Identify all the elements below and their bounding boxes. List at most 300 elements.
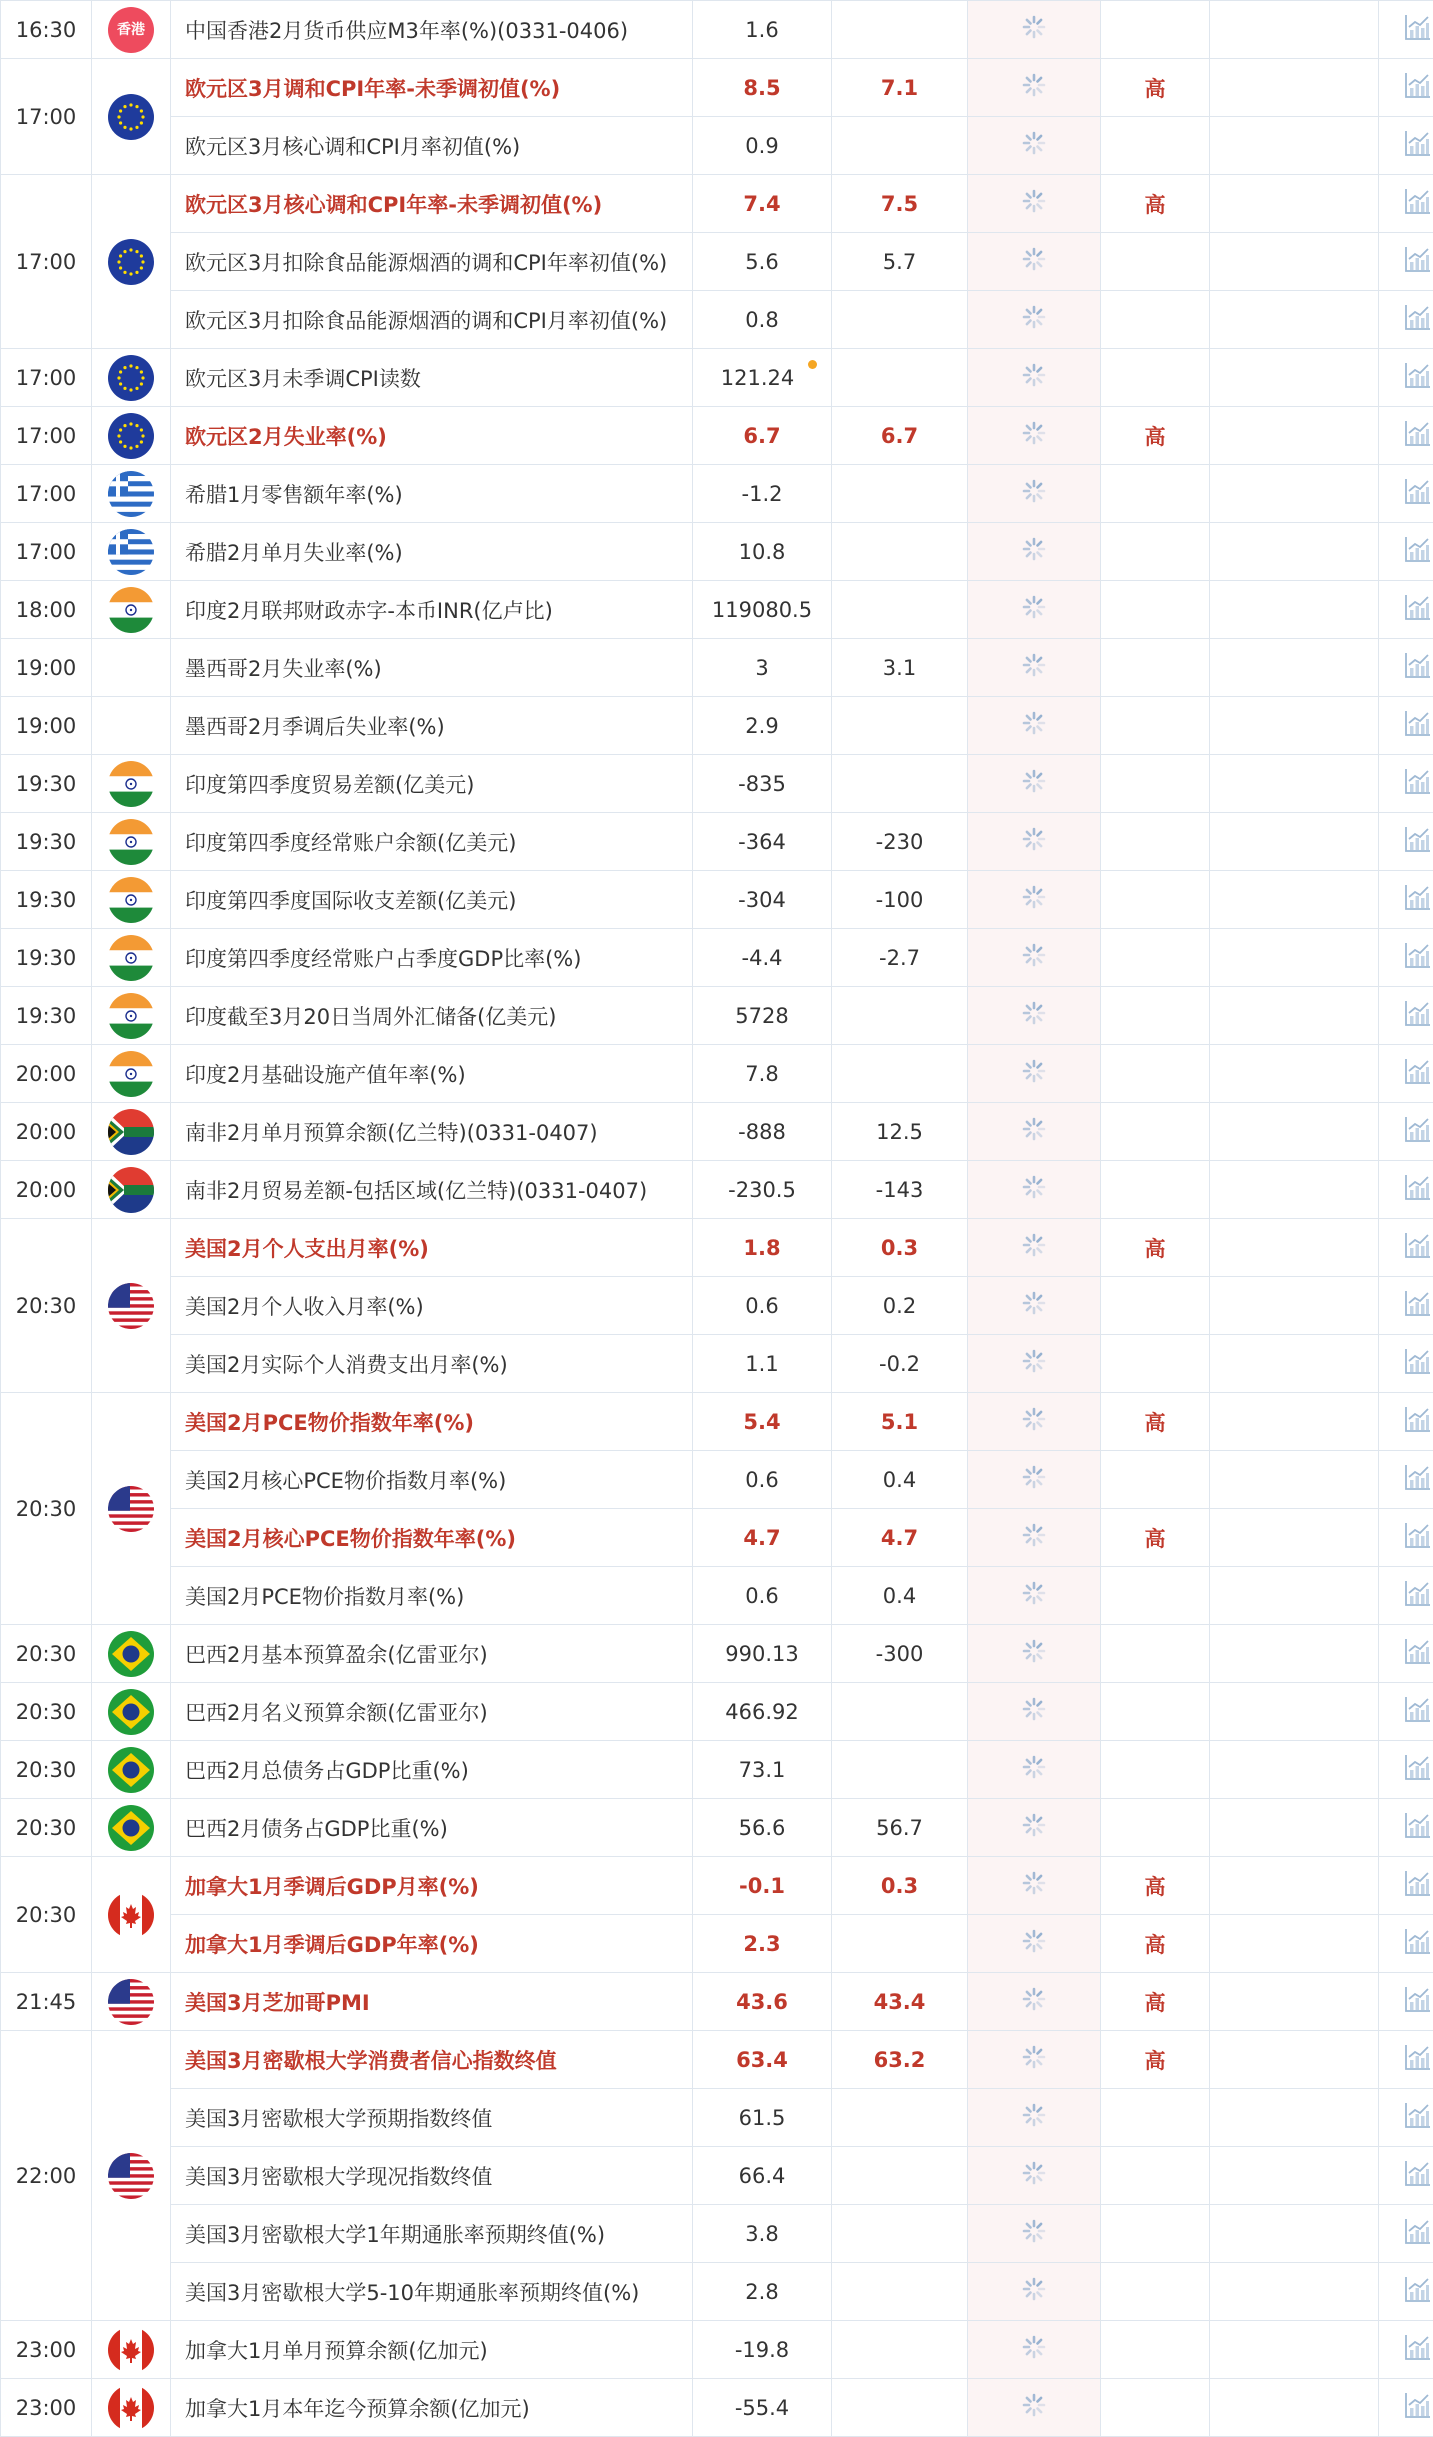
- chart-icon[interactable]: [1403, 650, 1433, 685]
- previous-value-text: 1.6: [745, 18, 778, 42]
- importance: [1101, 2379, 1210, 2437]
- chart-cell: [1379, 1335, 1433, 1393]
- importance: [1101, 465, 1210, 523]
- event-name: 欧元区3月扣除食品能源烟酒的调和CPI月率初值(%): [171, 291, 693, 349]
- importance: [1101, 117, 1210, 175]
- event-name: 墨西哥2月失业率(%): [171, 639, 693, 697]
- importance: 高: [1101, 407, 1210, 465]
- event-row: [1, 2031, 1433, 2089]
- actual-value: [968, 755, 1101, 813]
- chart-cell: [1379, 1683, 1433, 1741]
- event-name: 印度2月基础设施产值年率(%): [171, 1045, 693, 1103]
- chart-icon[interactable]: [1403, 2332, 1433, 2367]
- event-time: 18:00: [1, 581, 92, 639]
- loading-spinner-icon: [1020, 1173, 1048, 1206]
- country-flag-cell: [92, 581, 171, 639]
- chart-icon[interactable]: [1403, 12, 1433, 47]
- event-row: [1, 1857, 1433, 1915]
- forecast-value: 12.5: [832, 1103, 968, 1161]
- interpretation-cell: [1210, 1335, 1379, 1393]
- chart-icon[interactable]: [1403, 708, 1433, 743]
- event-row: [1, 2263, 1433, 2321]
- eu-flag-icon: [108, 94, 154, 140]
- importance: [1101, 1625, 1210, 1683]
- previous-value-text: 66.4: [739, 2164, 786, 2188]
- country-flag-cell: [92, 175, 171, 349]
- forecast-value: 0.3: [832, 1857, 968, 1915]
- previous-value-text: 56.6: [739, 1816, 786, 1840]
- actual-value: [968, 1567, 1101, 1625]
- chart-icon[interactable]: [1403, 2158, 1433, 2193]
- actual-value: [968, 1973, 1101, 2031]
- event-time: 17:00: [1, 175, 92, 349]
- interpretation-cell: [1210, 523, 1379, 581]
- event-time: 17:00: [1, 465, 92, 523]
- interpretation-cell: [1210, 1277, 1379, 1335]
- chart-icon[interactable]: [1403, 824, 1433, 859]
- loading-spinner-icon: [1020, 13, 1048, 46]
- previous-value: [693, 1509, 832, 1567]
- loading-spinner-icon: [1020, 1811, 1048, 1844]
- country-flag-cell: [92, 929, 171, 987]
- previous-value: [693, 871, 832, 929]
- chart-icon[interactable]: [1403, 1810, 1433, 1845]
- importance: [1101, 1045, 1210, 1103]
- event-name: 印度2月联邦财政赤字-本币INR(亿卢比): [171, 581, 693, 639]
- actual-value: [968, 2379, 1101, 2437]
- interpretation-cell: [1210, 2031, 1379, 2089]
- eu-flag-icon: [108, 413, 154, 459]
- previous-value: [693, 291, 832, 349]
- event-name: 加拿大1月单月预算余额(亿加元): [171, 2321, 693, 2379]
- event-row: [1, 1567, 1433, 1625]
- in-flag-icon: [108, 993, 154, 1039]
- chart-icon[interactable]: [1403, 70, 1433, 105]
- event-name: 美国2月PCE物价指数年率(%): [171, 1393, 693, 1451]
- loading-spinner-icon: [1020, 2275, 1048, 2308]
- importance: [1101, 2205, 1210, 2263]
- chart-cell: [1379, 1045, 1433, 1103]
- forecast-value: [832, 755, 968, 813]
- event-name: 欧元区3月调和CPI年率-未季调初值(%): [171, 59, 693, 117]
- event-time: 20:00: [1, 1161, 92, 1219]
- previous-value: [693, 1451, 832, 1509]
- importance: [1101, 523, 1210, 581]
- previous-value-text: 5.6: [745, 250, 778, 274]
- chart-cell: [1379, 697, 1433, 755]
- forecast-value: 5.1: [832, 1393, 968, 1451]
- event-time: 20:00: [1, 1045, 92, 1103]
- interpretation-cell: [1210, 291, 1379, 349]
- forecast-value: [832, 2379, 968, 2437]
- interpretation-cell: [1210, 59, 1379, 117]
- chart-icon[interactable]: [1403, 998, 1433, 1033]
- event-name: 巴西2月基本预算盈余(亿雷亚尔): [171, 1625, 693, 1683]
- actual-value: [968, 291, 1101, 349]
- chart-cell: [1379, 175, 1433, 233]
- forecast-value: -230: [832, 813, 968, 871]
- previous-value-text: 5.4: [743, 1410, 780, 1434]
- loading-spinner-icon: [1020, 419, 1048, 452]
- interpretation-cell: [1210, 2379, 1379, 2437]
- chart-icon[interactable]: [1403, 302, 1433, 337]
- event-name: 巴西2月债务占GDP比重(%): [171, 1799, 693, 1857]
- previous-value: [693, 639, 832, 697]
- actual-value: [968, 117, 1101, 175]
- importance: [1101, 813, 1210, 871]
- chart-icon[interactable]: [1403, 2100, 1433, 2135]
- in-flag-icon: [108, 935, 154, 981]
- actual-value: [968, 871, 1101, 929]
- chart-icon[interactable]: [1403, 1984, 1433, 2019]
- loading-spinner-icon: [1020, 1289, 1048, 1322]
- loading-spinner-icon: [1020, 767, 1048, 800]
- event-name: 美国2月核心PCE物价指数月率(%): [171, 1451, 693, 1509]
- event-row: [1, 1219, 1433, 1277]
- chart-cell: [1379, 2263, 1433, 2321]
- previous-value: [693, 465, 832, 523]
- event-name: 欧元区3月核心调和CPI年率-未季调初值(%): [171, 175, 693, 233]
- interpretation-cell: [1210, 1567, 1379, 1625]
- previous-value: [693, 2205, 832, 2263]
- loading-spinner-icon: [1020, 1231, 1048, 1264]
- event-name: 美国2月个人收入月率(%): [171, 1277, 693, 1335]
- previous-value-text: 0.6: [745, 1294, 778, 1318]
- forecast-value: -100: [832, 871, 968, 929]
- previous-value: [693, 523, 832, 581]
- importance: 高: [1101, 175, 1210, 233]
- chart-cell: [1379, 929, 1433, 987]
- event-row: [1, 175, 1433, 233]
- chart-cell: [1379, 1277, 1433, 1335]
- previous-value-text: 466.92: [725, 1700, 798, 1724]
- chart-cell: [1379, 349, 1433, 407]
- forecast-value: [832, 1045, 968, 1103]
- chart-icon[interactable]: [1403, 882, 1433, 917]
- forecast-value: [832, 291, 968, 349]
- chart-icon[interactable]: [1403, 1346, 1433, 1381]
- chart-cell: [1379, 1451, 1433, 1509]
- loading-spinner-icon: [1020, 361, 1048, 394]
- interpretation-cell: [1210, 871, 1379, 929]
- interpretation-cell: [1210, 1045, 1379, 1103]
- event-time: 23:00: [1, 2379, 92, 2437]
- event-time: 20:30: [1, 1219, 92, 1393]
- importance: [1101, 1103, 1210, 1161]
- chart-icon[interactable]: [1403, 534, 1433, 569]
- previous-value-text: 0.9: [745, 134, 778, 158]
- previous-value: [693, 407, 832, 465]
- loading-spinner-icon: [1020, 2159, 1048, 2192]
- loading-spinner-icon: [1020, 1115, 1048, 1148]
- loading-spinner-icon: [1020, 709, 1048, 742]
- forecast-value: [832, 1683, 968, 1741]
- forecast-value: -2.7: [832, 929, 968, 987]
- actual-value: [968, 349, 1101, 407]
- chart-icon[interactable]: [1403, 1172, 1433, 1207]
- chart-icon[interactable]: [1403, 2274, 1433, 2309]
- importance: [1101, 233, 1210, 291]
- forecast-value: [832, 697, 968, 755]
- event-time: 19:00: [1, 639, 92, 697]
- event-row: [1, 987, 1433, 1045]
- interpretation-cell: [1210, 1799, 1379, 1857]
- event-name: 欧元区2月失业率(%): [171, 407, 693, 465]
- previous-value: [693, 813, 832, 871]
- chart-icon[interactable]: [1403, 418, 1433, 453]
- revision-dot-icon: [808, 360, 817, 369]
- interpretation-cell: [1210, 117, 1379, 175]
- chart-icon[interactable]: [1403, 1578, 1433, 1613]
- event-row: [1, 233, 1433, 291]
- chart-icon[interactable]: [1403, 1404, 1433, 1439]
- event-row: [1, 1625, 1433, 1683]
- previous-value-text: -19.8: [735, 2338, 789, 2362]
- country-flag-cell: [92, 639, 171, 697]
- country-flag-cell: [92, 813, 171, 871]
- actual-value: [968, 929, 1101, 987]
- interpretation-cell: [1210, 639, 1379, 697]
- event-row: [1, 581, 1433, 639]
- chart-icon[interactable]: [1403, 2216, 1433, 2251]
- event-name: 美国2月实际个人消费支出月率(%): [171, 1335, 693, 1393]
- event-row: [1, 813, 1433, 871]
- interpretation-cell: [1210, 1393, 1379, 1451]
- chart-icon[interactable]: [1403, 360, 1433, 395]
- chart-icon[interactable]: [1403, 1462, 1433, 1497]
- chart-cell: [1379, 523, 1433, 581]
- forecast-value: 7.5: [832, 175, 968, 233]
- chart-icon[interactable]: [1403, 2390, 1433, 2425]
- previous-value-text: 119080.5: [712, 598, 812, 622]
- chart-icon[interactable]: [1403, 1694, 1433, 1729]
- chart-icon[interactable]: [1403, 1288, 1433, 1323]
- importance: [1101, 987, 1210, 1045]
- previous-value-text: 43.6: [736, 1990, 788, 2014]
- event-time: 20:30: [1, 1799, 92, 1857]
- chart-icon[interactable]: [1403, 2042, 1433, 2077]
- event-time: 20:00: [1, 1103, 92, 1161]
- previous-value-text: -304: [738, 888, 786, 912]
- chart-cell: [1379, 813, 1433, 871]
- event-row: [1, 1915, 1433, 1973]
- previous-value: [693, 349, 832, 407]
- previous-value: [693, 1683, 832, 1741]
- chart-icon[interactable]: [1403, 1230, 1433, 1265]
- previous-value-text: 4.7: [743, 1526, 780, 1550]
- event-row: [1, 1045, 1433, 1103]
- chart-icon[interactable]: [1403, 128, 1433, 163]
- event-name: 加拿大1月季调后GDP年率(%): [171, 1915, 693, 1973]
- loading-spinner-icon: [1020, 129, 1048, 162]
- actual-value: [968, 639, 1101, 697]
- actual-value: [968, 1219, 1101, 1277]
- event-time: 20:30: [1, 1393, 92, 1625]
- interpretation-cell: [1210, 1625, 1379, 1683]
- actual-value: [968, 59, 1101, 117]
- chart-icon[interactable]: [1403, 1868, 1433, 1903]
- country-flag-cell: [92, 2031, 171, 2321]
- event-row: [1, 871, 1433, 929]
- importance: [1101, 1161, 1210, 1219]
- previous-value-text: 3: [755, 656, 768, 680]
- chart-cell: [1379, 1799, 1433, 1857]
- actual-value: [968, 1045, 1101, 1103]
- loading-spinner-icon: [1020, 999, 1048, 1032]
- loading-spinner-icon: [1020, 1579, 1048, 1612]
- loading-spinner-icon: [1020, 477, 1048, 510]
- importance: [1101, 2263, 1210, 2321]
- loading-spinner-icon: [1020, 2101, 1048, 2134]
- chart-cell: [1379, 407, 1433, 465]
- country-flag-cell: [92, 1741, 171, 1799]
- chart-icon[interactable]: [1403, 1926, 1433, 1961]
- interpretation-cell: [1210, 233, 1379, 291]
- chart-cell: [1379, 465, 1433, 523]
- previous-value: [693, 233, 832, 291]
- country-flag-cell: [92, 1625, 171, 1683]
- chart-icon[interactable]: [1403, 186, 1433, 221]
- previous-value: [693, 175, 832, 233]
- importance: [1101, 871, 1210, 929]
- previous-value: [693, 1103, 832, 1161]
- previous-value-text: 0.6: [745, 1584, 778, 1608]
- event-name: 美国3月密歇根大学1年期通胀率预期终值(%): [171, 2205, 693, 2263]
- event-name: 加拿大1月本年迄今预算余额(亿加元): [171, 2379, 693, 2437]
- chart-cell: [1379, 59, 1433, 117]
- chart-icon[interactable]: [1403, 1636, 1433, 1671]
- chart-icon[interactable]: [1403, 244, 1433, 279]
- chart-cell: [1379, 2089, 1433, 2147]
- loading-spinner-icon: [1020, 883, 1048, 916]
- actual-value: [968, 2031, 1101, 2089]
- previous-value-text: 0.6: [745, 1468, 778, 1492]
- importance: 高: [1101, 1509, 1210, 1567]
- event-time: 17:00: [1, 59, 92, 175]
- us-flag-icon: [108, 1486, 154, 1532]
- country-flag-cell: [92, 1799, 171, 1857]
- interpretation-cell: [1210, 1, 1379, 59]
- interpretation-cell: [1210, 1451, 1379, 1509]
- chart-cell: [1379, 1915, 1433, 1973]
- actual-value: [968, 1799, 1101, 1857]
- country-flag-cell: [92, 1857, 171, 1973]
- chart-icon[interactable]: [1403, 1114, 1433, 1149]
- event-name: 印度第四季度经常账户余额(亿美元): [171, 813, 693, 871]
- event-row: [1, 755, 1433, 813]
- chart-cell: [1379, 1973, 1433, 2031]
- country-flag-cell: [92, 407, 171, 465]
- event-name: 中国香港2月货币供应M3年率(%)(0331-0406): [171, 1, 693, 59]
- importance: [1101, 2147, 1210, 2205]
- chart-icon[interactable]: [1403, 1056, 1433, 1091]
- actual-value: [968, 1103, 1101, 1161]
- loading-spinner-icon: [1020, 1637, 1048, 1670]
- us-flag-icon: [108, 1979, 154, 2025]
- previous-value-text: 1.8: [743, 1236, 780, 1260]
- ca-flag-icon: [108, 2327, 154, 2373]
- event-name: 美国2月PCE物价指数月率(%): [171, 1567, 693, 1625]
- previous-value: [693, 1, 832, 59]
- importance: [1101, 1451, 1210, 1509]
- previous-value-text: 0.8: [745, 308, 778, 332]
- loading-spinner-icon: [1020, 593, 1048, 626]
- importance: [1101, 2089, 1210, 2147]
- chart-cell: [1379, 117, 1433, 175]
- chart-icon[interactable]: [1403, 940, 1433, 975]
- previous-value: [693, 581, 832, 639]
- previous-value-text: 990.13: [725, 1642, 798, 1666]
- chart-cell: [1379, 1, 1433, 59]
- previous-value: [693, 1567, 832, 1625]
- chart-cell: [1379, 755, 1433, 813]
- chart-cell: [1379, 1857, 1433, 1915]
- event-time: 19:30: [1, 987, 92, 1045]
- forecast-value: 4.7: [832, 1509, 968, 1567]
- event-name: 美国3月密歇根大学现况指数终值: [171, 2147, 693, 2205]
- previous-value: [693, 1045, 832, 1103]
- loading-spinner-icon: [1020, 535, 1048, 568]
- forecast-value: 5.7: [832, 233, 968, 291]
- event-name: 印度截至3月20日当周外汇储备(亿美元): [171, 987, 693, 1045]
- event-row: [1, 291, 1433, 349]
- actual-value: [968, 523, 1101, 581]
- gr-flag-icon: [108, 529, 154, 575]
- in-flag-icon: [108, 587, 154, 633]
- event-row: [1, 59, 1433, 117]
- importance: [1101, 2321, 1210, 2379]
- previous-value-text: -835: [738, 772, 786, 796]
- chart-cell: [1379, 233, 1433, 291]
- chart-icon[interactable]: [1403, 766, 1433, 801]
- event-row: [1, 1973, 1433, 2031]
- importance: 高: [1101, 1973, 1210, 2031]
- previous-value-text: -230.5: [728, 1178, 796, 1202]
- forecast-value: -0.2: [832, 1335, 968, 1393]
- forecast-value: [832, 1741, 968, 1799]
- importance: [1101, 581, 1210, 639]
- loading-spinner-icon: [1020, 1869, 1048, 1902]
- interpretation-cell: [1210, 1219, 1379, 1277]
- previous-value-text: 61.5: [739, 2106, 786, 2130]
- previous-value-text: 2.9: [745, 714, 778, 738]
- chart-icon[interactable]: [1403, 1520, 1433, 1555]
- chart-cell: [1379, 1509, 1433, 1567]
- event-name: 美国3月密歇根大学消费者信心指数终值: [171, 2031, 693, 2089]
- event-time: 19:30: [1, 813, 92, 871]
- in-flag-icon: [108, 1051, 154, 1097]
- country-flag-cell: [92, 1, 171, 59]
- event-name: 欧元区3月核心调和CPI月率初值(%): [171, 117, 693, 175]
- chart-icon[interactable]: [1403, 592, 1433, 627]
- forecast-value: [832, 2089, 968, 2147]
- forecast-value: [832, 987, 968, 1045]
- previous-value: [693, 1277, 832, 1335]
- loading-spinner-icon: [1020, 1057, 1048, 1090]
- forecast-value: -300: [832, 1625, 968, 1683]
- previous-value-text: 7.8: [745, 1062, 778, 1086]
- country-flag-cell: [92, 871, 171, 929]
- event-time: 22:00: [1, 2031, 92, 2321]
- chart-icon[interactable]: [1403, 1752, 1433, 1787]
- chart-icon[interactable]: [1403, 476, 1433, 511]
- previous-value: [693, 1973, 832, 2031]
- previous-value: [693, 2321, 832, 2379]
- actual-value: [968, 2147, 1101, 2205]
- event-row: [1, 929, 1433, 987]
- flag-label: 香港: [108, 7, 154, 53]
- br-flag-icon: [108, 1747, 154, 1793]
